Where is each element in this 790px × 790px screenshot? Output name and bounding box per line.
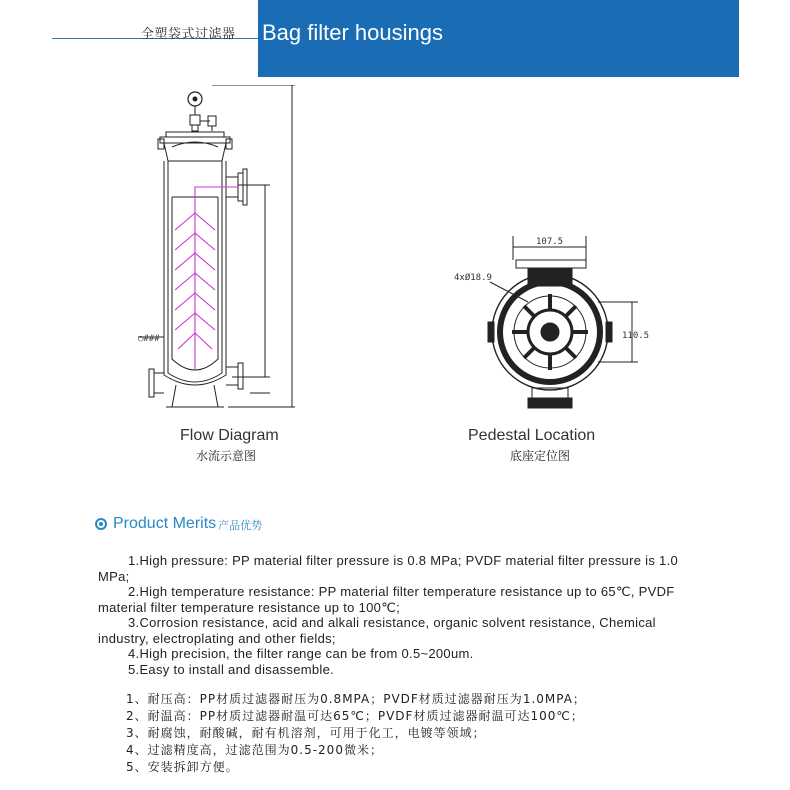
merit-en-4: 4.High precision, the filter range can be from 0.5~200um. [128, 646, 474, 661]
header-title: Bag filter housings [262, 20, 443, 45]
flow-path [175, 187, 238, 370]
dim-holes: 4xØ18.9 [454, 273, 492, 283]
merit-cn-1: 1、耐压高：PP材质过滤器耐压为0.8MPA；PVDF材质过滤器耐压为1.0MPA； [126, 692, 586, 706]
merit-cn-3: 3、耐腐蚀，耐酸碱，耐有机溶剂，可用于化工，电镀等领域； [126, 726, 486, 740]
circle-target-icon [95, 518, 107, 530]
merits-title: Product Merits [113, 514, 217, 532]
flow-diagram-subtitle: 水流示意图 [196, 449, 257, 463]
flow-diagram-drawing [120, 85, 310, 415]
dim-width: 107.5 [536, 237, 564, 247]
pedestal-drawing [448, 230, 668, 415]
merit-cn-4: 4、过滤精度高，过滤范围为0.5-200微米； [126, 743, 383, 757]
merits-heading [95, 514, 262, 533]
merits-title-cn: 产品优势 [218, 519, 263, 532]
dim-height: 110.5 [622, 331, 650, 341]
merit-cn-5: 5、安装拆卸方便。 [126, 760, 239, 774]
merit-en-1: 1.High pressure: PP material filter pressure is 0.8 MPa; PVDF material filter pressure is 1.0 MPa; [98, 553, 679, 584]
header-title-cn: 全塑袋式过滤器 [141, 27, 236, 42]
merits-english-list [98, 553, 708, 677]
svg-text:○###: ○### [138, 334, 160, 344]
pedestal-title: Pedestal Location [468, 427, 596, 444]
merit-en-3: 3.Corrosion resistance, acid and alkali resistance, organic solvent resistance, Chemical industry, electroplating and other fields; [98, 615, 656, 646]
pedestal-subtitle: 底座定位图 [510, 449, 571, 463]
header-banner [258, 0, 739, 77]
merit-cn-2: 2、耐温高：PP材质过滤器耐温可达65℃；PVDF材质过滤器耐温可达100℃； [126, 709, 584, 723]
merit-en-2: 2.High temperature resistance: PP material filter temperature resistance up to 65℃, PVDF material filter temperature resistance up to 100℃; [98, 584, 675, 615]
merits-chinese-list [126, 691, 726, 776]
flow-diagram-title: Flow Diagram [180, 427, 279, 444]
merit-en-5: 5.Easy to install and disassemble. [128, 661, 335, 677]
